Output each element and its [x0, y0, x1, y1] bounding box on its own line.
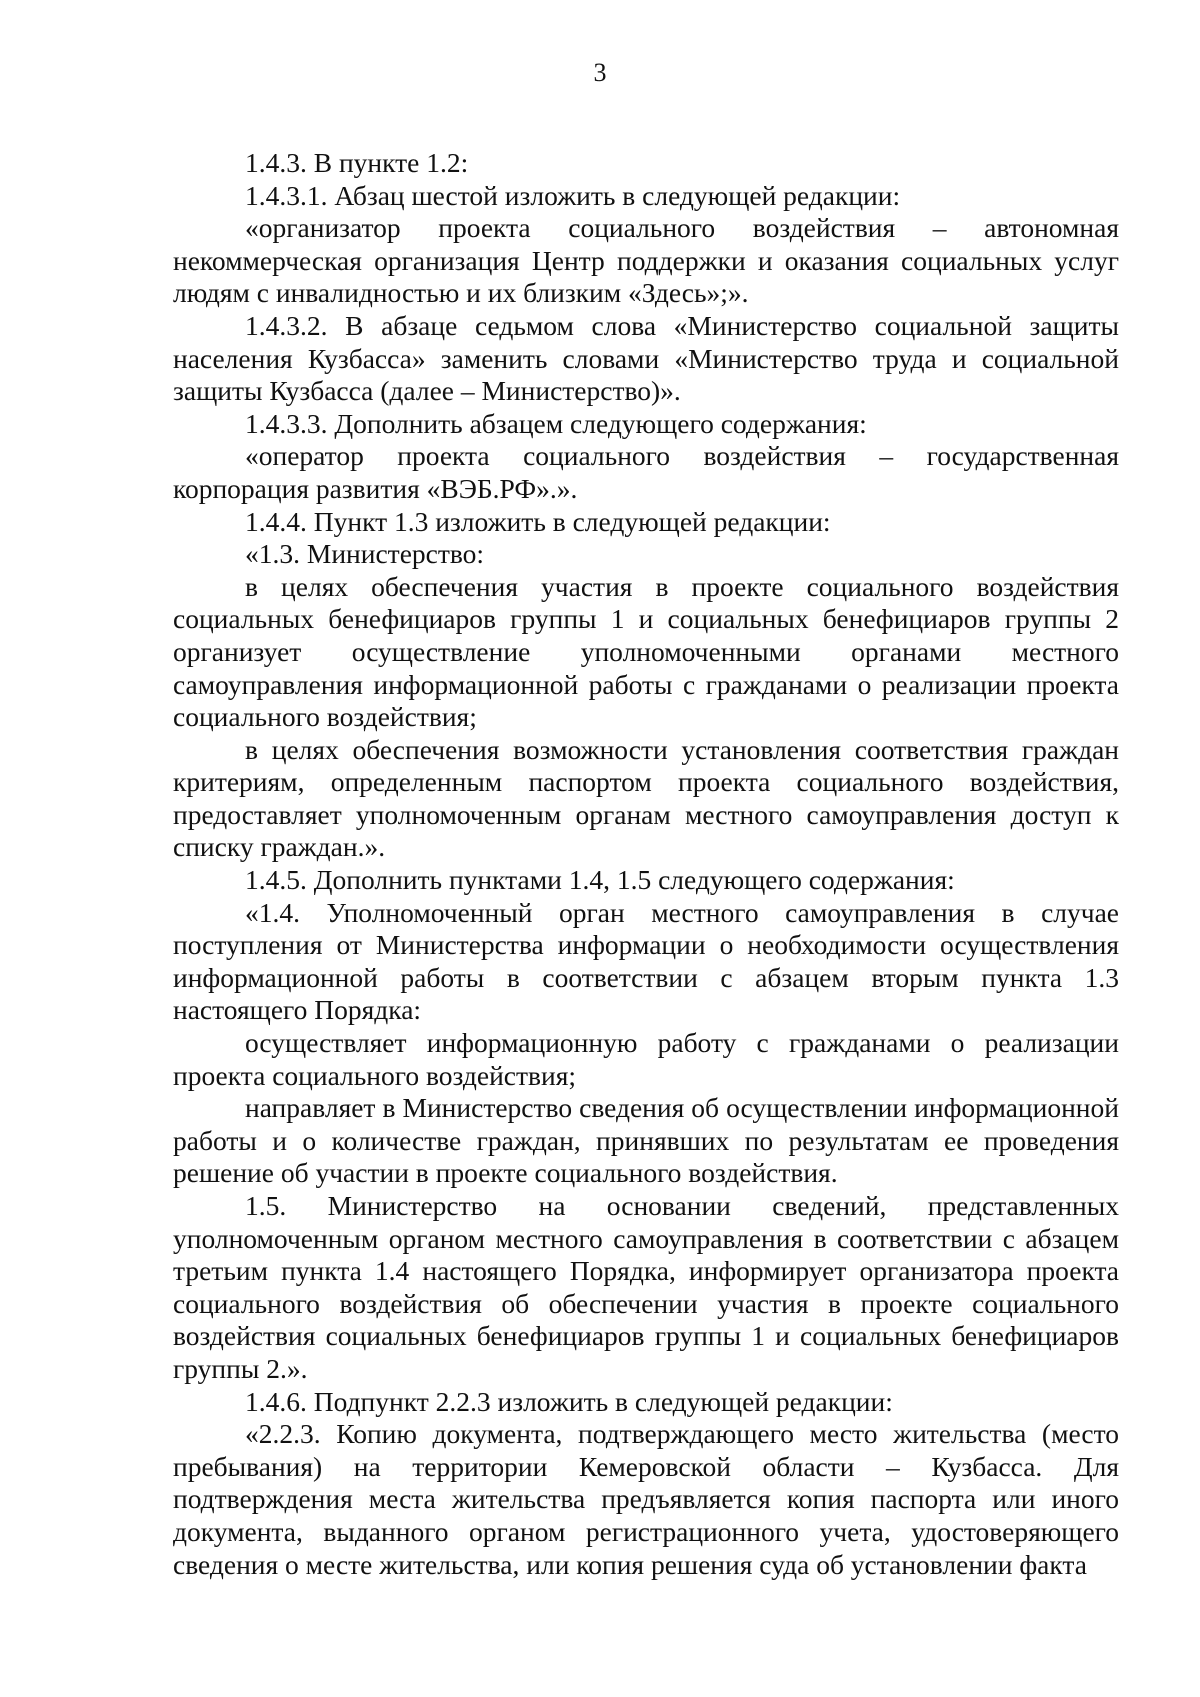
document-body [173, 147, 1119, 1581]
paragraph-1-5-ministry-informs: 1.5. Министерство на основании сведений, представленных уполномоченным органом местного самоуправления в соответствии с абзацем третьим пункта 1.4 настоящего Порядка, информирует организатора проекта социального воздействия об обеспечении участия в проекте социального воздействия социальных бенефициаров группы 1 и социальных бенефициаров группы 2.». [173, 1190, 1119, 1384]
paragraph-1-4-3: 1.4.3. В пункте 1.2: [245, 147, 469, 178]
paragraph-2-2-3-residence-copy: «2.2.3. Копию документа, подтверждающего место жительства (место пребывания) на территории Кемеровской области – Кузбасса. Для подтверждения места жительства предъявляется копия паспорта или иного документа, выданного органом регистрационного учета, удостоверяющего сведения о месте жительства, или копия решения суда об установлении факта [173, 1418, 1119, 1580]
paragraph-1-4-3-1: 1.4.3.1. Абзац шестой изложить в следующей редакции: [245, 179, 901, 211]
paragraph-1-4-authorized-body: «1.4. Уполномоченный орган местного самоуправления в случае поступления от Министерства информации о необходимости осуществления информационной работы в соответствии с абзацем вторым пункта 1.3 настоящего Порядка: [173, 896, 1119, 1026]
paragraph-1-4-3-2: 1.4.3.2. В абзаце седьмом слова «Министерство социальной защиты населения Кузбасса» заменить словами «Министерство труда и социальной защиты Кузбасса (далее – Министерство)». [173, 309, 1119, 407]
paragraph-ministry-organizes: в целях обеспечения участия в проекте социального воздействия социальных бенефициаров группы 1 и социальных бенефициаров группы 2 организует осуществление уполномоченными органами местного самоуправления информационной работы с гражданами о реализации проекта социального воздействия; [173, 570, 1119, 733]
paragraph-operator-quote: «оператор проекта социального воздействия – государственная корпорация развития «ВЭБ.РФ».». [173, 440, 1119, 504]
paragraph-1-4-6: 1.4.6. Подпункт 2.2.3 изложить в следующей редакции: [245, 1385, 893, 1417]
paragraph-organizer-quote: «организатор проекта социального воздействия – автономная некоммерческая организация Центр поддержки и оказания социальных услуг людям с инвалидностью и их близким «Здесь»;». [173, 212, 1119, 309]
paragraph-1-4-4: 1.4.4. Пункт 1.3 изложить в следующей редакции: [245, 505, 831, 537]
paragraph-carries-out-work: осуществляет информационную работу с гражданами о реализации проекта социального воздействия; [173, 1027, 1119, 1091]
paragraph-ministry-provides-access: в целях обеспечения возможности установления соответствия граждан критериям, определенным паспортом проекта социального воздействия, предоставляет уполномоченным органам местного самоуправления доступ к списку граждан.». [173, 733, 1119, 863]
paragraph-1-4-3-3: 1.4.3.3. Дополнить абзацем следующего содержания: [245, 407, 867, 439]
paragraph-1-3-ministry: «1.3. Министерство: [245, 538, 485, 570]
paragraph-1-4-5: 1.4.5. Дополнить пунктами 1.4, 1.5 следующего содержания: [245, 864, 955, 896]
page-number: 3 [593, 58, 607, 87]
paragraph-sends-information: направляет в Министерство сведения об осуществлении информационной работы и о количестве граждан, принявших по результатам ее проведения решение об участии в проекте социального воздействия. [173, 1092, 1119, 1189]
